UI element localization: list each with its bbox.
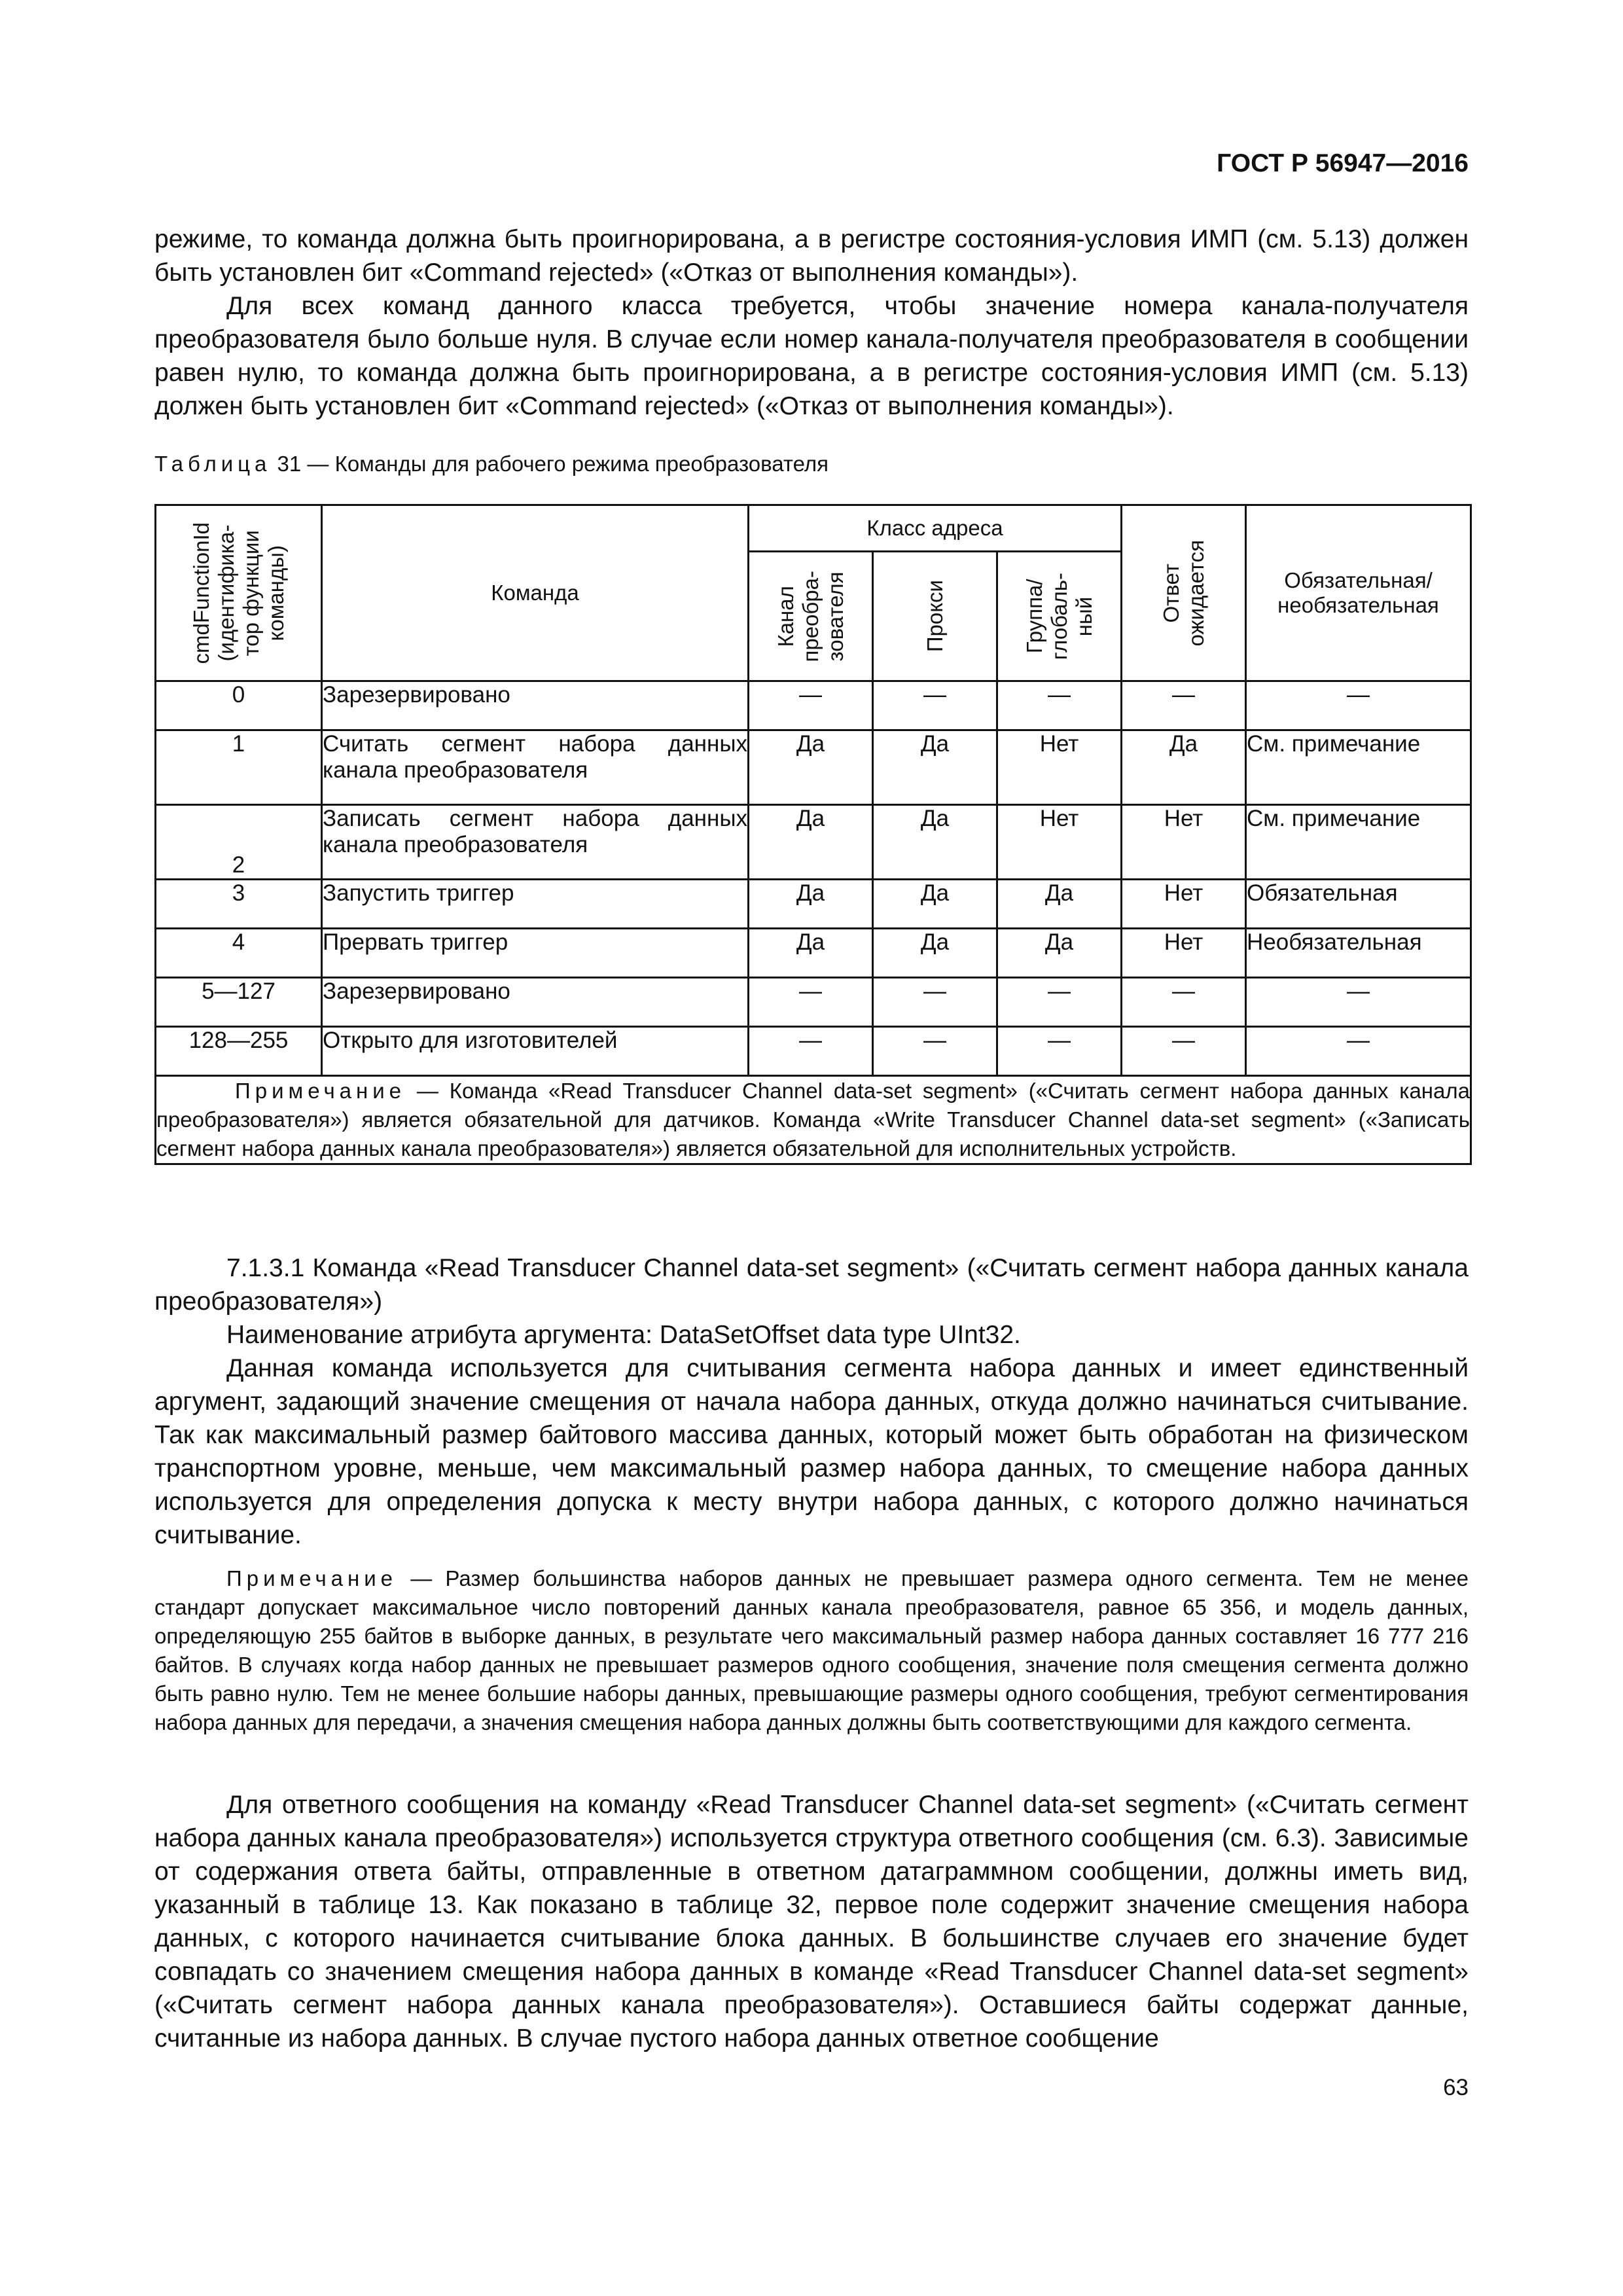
cell-function-id: 1 bbox=[156, 730, 322, 805]
paragraph: режиме, то команда должна быть проигнорирована, а в регистре состояния-условия ИМП (см. 5.13) должен быть установлен бит «Command rejected» («Отказ от выполнения команды»). bbox=[154, 225, 1469, 287]
header-reply-expected: Ответ ожидается bbox=[1122, 505, 1246, 681]
note-word: Примечание bbox=[226, 1566, 398, 1590]
cell-reply: — bbox=[1122, 1027, 1246, 1076]
document-header: ГОСТ Р 56947—2016 bbox=[1217, 149, 1469, 177]
cell-function-id: 5—127 bbox=[156, 978, 322, 1027]
cell-required: Необязательная bbox=[1246, 929, 1471, 978]
cell-reply: — bbox=[1122, 978, 1246, 1027]
cell-required: См. примечание bbox=[1246, 805, 1471, 880]
header-group-global: Группа/ глобаль- ный bbox=[997, 552, 1122, 681]
table-row bbox=[156, 1027, 1471, 1076]
cell-reply: — bbox=[1122, 681, 1246, 730]
header-function-id: cmdFunctionId (идентифика- тор функции команды) bbox=[156, 505, 322, 681]
cell-channel: — bbox=[749, 978, 873, 1027]
note-block bbox=[154, 1564, 1469, 1737]
table-header-row bbox=[156, 505, 1471, 552]
cell-command: Открыто для изготовителей bbox=[322, 1027, 749, 1076]
cell-proxy: — bbox=[873, 681, 997, 730]
cell-channel: — bbox=[749, 1027, 873, 1076]
cell-required: — bbox=[1246, 978, 1471, 1027]
cell-channel: — bbox=[749, 681, 873, 730]
cell-reply: Нет bbox=[1122, 929, 1246, 978]
cell-reply: Нет bbox=[1122, 805, 1246, 880]
note-word: Примечание bbox=[235, 1079, 406, 1103]
cell-group: Да bbox=[997, 880, 1122, 929]
section-heading: 7.1.3.1 Команда «Read Transducer Channel data-set segment» («Считать сегмент набора данных канала преобразователя») bbox=[154, 1254, 1469, 1316]
page-number: 63 bbox=[1443, 2075, 1469, 2100]
cell-proxy: Да bbox=[873, 880, 997, 929]
note-text: — Команда «Read Transducer Channel data-set segment» («Считать сегмент набора данных канала преобразователя») является обязательной для датчиков. Команда «Write Transducer Channel data-set segment» («Записать сегмент набора данных канала преобразователя») является обязательной для исполнительных устройств. bbox=[156, 1079, 1470, 1160]
commands-table bbox=[154, 504, 1472, 1165]
table-note-row bbox=[156, 1076, 1471, 1164]
table-row bbox=[156, 880, 1471, 929]
cell-function-id: 128—255 bbox=[156, 1027, 322, 1076]
cell-proxy: Да bbox=[873, 929, 997, 978]
cell-required: Обязательная bbox=[1246, 880, 1471, 929]
cell-proxy: Да bbox=[873, 805, 997, 880]
header-required: Обязательная/ необязательная bbox=[1246, 505, 1471, 681]
cell-command: Прервать триггер bbox=[322, 929, 749, 978]
cell-proxy: — bbox=[873, 978, 997, 1027]
cell-channel: Да bbox=[749, 730, 873, 805]
cell-channel: Да bbox=[749, 880, 873, 929]
cell-group: Нет bbox=[997, 730, 1122, 805]
table-caption bbox=[154, 452, 829, 476]
cell-required: См. примечание bbox=[1246, 730, 1471, 805]
cell-command: Запустить триггер bbox=[322, 880, 749, 929]
cell-command: Считать сегмент набора данных канала преобразователя bbox=[322, 730, 749, 805]
section-text bbox=[154, 1251, 1469, 1552]
intro-text bbox=[154, 223, 1469, 423]
cell-reply: Да bbox=[1122, 730, 1246, 805]
table-note bbox=[156, 1076, 1471, 1164]
cell-group: — bbox=[997, 1027, 1122, 1076]
cell-proxy: Да bbox=[873, 730, 997, 805]
cell-group: — bbox=[997, 681, 1122, 730]
cell-channel: Да bbox=[749, 805, 873, 880]
cell-channel: Да bbox=[749, 929, 873, 978]
paragraph: Данная команда используется для считывания сегмента набора данных и имеет единственный аргумент, задающий значение смещения от начала набора данных, откуда должно начинаться считывание. Так как максимальный размер байтового массива данных, который может быть обработан на физическом транспортном уровне, меньше, чем максимальный размер набора данных, то смещение набора данных используется для определения допуска к месту внутри набора данных, с которого должно начинаться считывание. bbox=[154, 1354, 1469, 1549]
table-row bbox=[156, 978, 1471, 1027]
cell-command: Записать сегмент набора данных канала преобразователя bbox=[322, 805, 749, 880]
paragraph: Для всех команд данного класса требуется, чтобы значение номера канала-получателя преобразователя было больше нуля. В случае если номер канала-получателя преобразователя в сообщении равен нулю, то команда должна быть проигнорирована, а в регистре состояния-условия ИМП (см. 5.13) должен быть установлен бит «Command rejected» («Отказ от выполнения команды»). bbox=[154, 292, 1469, 420]
header-proxy: Прокси bbox=[873, 552, 997, 681]
cell-function-id: 0 bbox=[156, 681, 322, 730]
table-caption-word: Таблица bbox=[154, 452, 272, 476]
table-row bbox=[156, 929, 1471, 978]
cell-required: — bbox=[1246, 681, 1471, 730]
header-command: Команда bbox=[322, 505, 749, 681]
cell-group: — bbox=[997, 978, 1122, 1027]
table-caption-text: 31 — Команды для рабочего режима преобразователя bbox=[271, 452, 829, 476]
table-row bbox=[156, 681, 1471, 730]
header-channel: Канал преобра- зователя bbox=[749, 552, 873, 681]
cell-command: Зарезервировано bbox=[322, 681, 749, 730]
paragraph: Наименование атрибута аргумента: DataSetOffset data type UInt32. bbox=[226, 1321, 1021, 1349]
cell-group: Нет bbox=[997, 805, 1122, 880]
cell-reply: Нет bbox=[1122, 880, 1246, 929]
cell-function-id: 3 bbox=[156, 880, 322, 929]
cell-group: Да bbox=[997, 929, 1122, 978]
paragraph: Для ответного сообщения на команду «Read Transducer Channel data-set segment» («Считать сегмент набора данных канала преобразователя») используется структура ответного сообщения (см. 6.3). Зависимые от содержания ответа байты, отправленные в ответном датаграммном сообщении, должны иметь вид, указанный в таблице 13. Как показано в таблице 32, первое поле содержит значение смещения набора данных, с которого начинается считывание блока данных. В большинстве случаев его значение будет совпадать со значением смещения набора данных в команде «Read Transducer Channel data-set segment» («Считать сегмент набора данных канала преобразователя»). Оставшиеся байты содержат данные, считанные из набора данных. В случае пустого набора данных ответное сообщение bbox=[154, 1791, 1469, 2053]
cell-function-id: 4 bbox=[156, 929, 322, 978]
cell-proxy: — bbox=[873, 1027, 997, 1076]
cell-command: Зарезервировано bbox=[322, 978, 749, 1027]
table-row bbox=[156, 805, 1471, 880]
cell-required: — bbox=[1246, 1027, 1471, 1076]
cell-function-id: 2 bbox=[156, 805, 322, 880]
header-address-class: Класс адреса bbox=[749, 505, 1122, 552]
note-text: — Размер большинства наборов данных не превышает размера одного сегмента. Тем не менее стандарт допускает максимальное число повторений данных канала преобразователя, равное 65 356, и модель данных, определяющую 255 байтов в выборке данных, в результате чего максимальный размер набора данных составляет 16 777 216 байтов. В случаях когда набор данных не превышает размеров одного сообщения, значение поля смещения сегмента должно быть равно нулю. Тем не менее большие наборы данных, превышающие размеры одного сообщения, требуют сегментирования набора данных для передачи, а значения смещения набора данных должны быть соответствующими для каждого сегмента. bbox=[154, 1566, 1469, 1734]
table-row bbox=[156, 730, 1471, 805]
response-text bbox=[154, 1788, 1469, 2055]
